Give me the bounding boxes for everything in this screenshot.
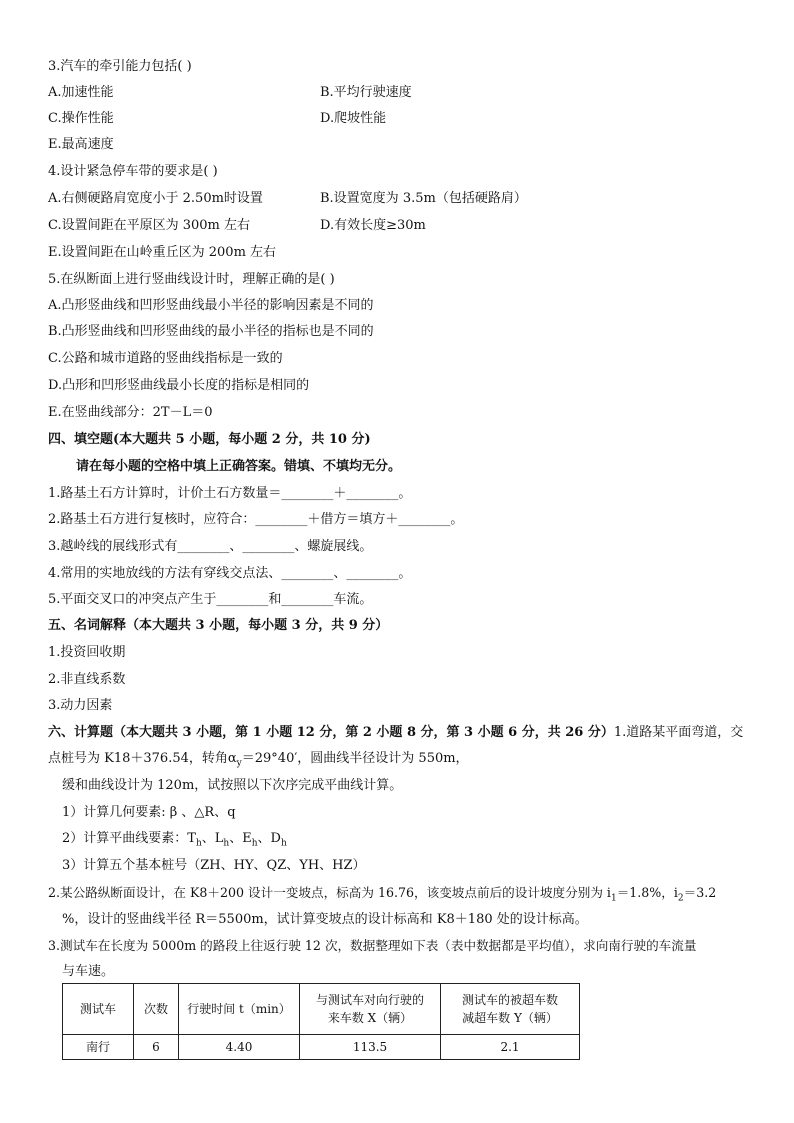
q4-option-a: A.右侧硬路肩宽度小于 2.50m时设置 bbox=[48, 191, 263, 206]
header-overtaken-line2: 减超车数 Y（辆） bbox=[462, 1011, 558, 1025]
fill-item-2: 2.路基土石方进行复核时，应符合：________＋借方＝填方＋________。 bbox=[48, 512, 464, 527]
cell-oncoming: 113.5 bbox=[300, 1035, 441, 1060]
cell-direction: 南行 bbox=[63, 1035, 134, 1060]
header-overtaken bbox=[441, 984, 580, 1035]
calc-q1-lead: 1.道路某平面弯道，交 bbox=[613, 725, 744, 740]
q4-option-e: E.设置间距在山岭重丘区为 200m 左右 bbox=[48, 245, 277, 260]
q4-stem: 4.设计紧急停车带的要求是( ) bbox=[48, 164, 218, 179]
q5-option-b: B.凸形竖曲线和凹形竖曲线的最小半径的指标也是不同的 bbox=[48, 324, 374, 339]
header-oncoming-line2: 来车数 X（辆） bbox=[327, 1011, 413, 1025]
calc-q2-text: 2.某公路纵断面设计，在 K8＋200 设计一变坡点，标高为 16.76，该变坡点前后的设计坡度分别为 i bbox=[48, 885, 611, 900]
cell-overtaken: 2.1 bbox=[441, 1035, 580, 1060]
q5-option-d: D.凸形和凹形竖曲线最小长度的指标是相同的 bbox=[48, 378, 310, 393]
calc-q3-line2: 与车速。 bbox=[62, 964, 115, 979]
alpha-subscript: y bbox=[236, 758, 242, 769]
section-5-title: 五、名词解释（本大题共 3 小题，每小题 3 分，共 9 分） bbox=[48, 618, 389, 633]
term-item-1: 1.投资回收期 bbox=[48, 645, 126, 660]
term-item-3: 3.动力因素 bbox=[48, 698, 113, 713]
term-E: E bbox=[242, 831, 252, 846]
header-oncoming bbox=[300, 984, 441, 1035]
calc-q1-line2-rest: ＝29°40′，圆曲线半径设计为 550m， bbox=[241, 751, 469, 766]
header-test-vehicle: 测试车 bbox=[63, 984, 134, 1035]
term-L: L bbox=[214, 831, 224, 846]
q3-option-d: D.爬坡性能 bbox=[320, 111, 387, 126]
i2-subscript: 2 bbox=[677, 893, 684, 904]
term-item-2: 2.非直线系数 bbox=[48, 672, 126, 687]
cell-count: 6 bbox=[134, 1035, 179, 1060]
q4-option-d: D.有效长度≥30m bbox=[320, 218, 426, 233]
fill-item-1: 1.路基土石方计算时，计价土石方数量＝________＋________。 bbox=[48, 486, 412, 501]
q4-option-b: B.设置宽度为 3.5m（包括硬路肩） bbox=[320, 191, 527, 206]
fill-item-5: 5.平面交叉口的冲突点产生于________和________车流。 bbox=[48, 592, 373, 607]
q3-option-e: E.最高速度 bbox=[48, 137, 114, 152]
calc-q1-line2 bbox=[48, 750, 469, 773]
q3-option-c: C.操作性能 bbox=[48, 111, 114, 126]
calc-q2-line1 bbox=[48, 884, 716, 908]
calc-q1-step2-pre: 2）计算平曲线要素： bbox=[62, 831, 188, 846]
cell-time: 4.40 bbox=[179, 1035, 300, 1060]
header-count: 次数 bbox=[134, 984, 179, 1035]
q5-option-c: C.公路和城市道路的竖曲线指标是一致的 bbox=[48, 351, 283, 366]
calc-q1-step3: 3）计算五个基本桩号（ZH、HY、QZ、YH、HZ） bbox=[62, 858, 366, 873]
sub-h-3: h bbox=[251, 838, 258, 849]
test-vehicle-table bbox=[62, 983, 580, 1060]
q4-option-c: C.设置间距在平原区为 300m 左右 bbox=[48, 218, 251, 233]
q5-option-e: E.在竖曲线部分：2T－L＝0 bbox=[48, 405, 213, 420]
sub-h-2: h bbox=[223, 838, 230, 849]
i1-subscript: 1 bbox=[610, 893, 617, 904]
sub-h-4: h bbox=[280, 838, 287, 849]
sub-h-1: h bbox=[195, 838, 202, 849]
i1-value: ＝1.8%，i bbox=[616, 885, 678, 900]
term-D: D bbox=[270, 831, 281, 846]
table-header-row bbox=[63, 984, 580, 1035]
fill-item-4: 4.常用的实地放线的方法有穿线交点法、________、________。 bbox=[48, 566, 412, 581]
header-oncoming-line1: 与测试车对向行驶的 bbox=[315, 993, 424, 1007]
header-travel-time: 行驶时间 t（min） bbox=[179, 984, 300, 1035]
q5-option-a: A.凸形竖曲线和凹形竖曲线最小半径的影响因素是不同的 bbox=[48, 298, 374, 313]
q3-stem: 3.汽车的牵引能力包括( ) bbox=[48, 59, 192, 74]
calc-q1-line2-text: 点桩号为 K18＋376.54，转角α bbox=[48, 751, 237, 766]
q3-option-b: B.平均行驶速度 bbox=[320, 85, 412, 100]
calc-q1-step1: 1）计算几何要素: β 、△R、q bbox=[62, 805, 236, 820]
section-6-title: 六、计算题（本大题共 3 小题，第 1 小题 12 分，第 2 小题 8 分，第 3 小题 6 分，共 26 分） bbox=[48, 725, 614, 740]
q3-option-a: A.加速性能 bbox=[48, 85, 114, 100]
section-4-instruction: 请在每小题的空格中填上正确答案。错填、不填均无分。 bbox=[76, 459, 402, 474]
calc-q2-line2: %，设计的竖曲线半径 R＝5500m，试计算变坡点的设计标高和 K8＋180 处的设计标高。 bbox=[62, 912, 588, 927]
table-row bbox=[63, 1035, 580, 1060]
calc-q3-line1: 3.测试车在长度为 5000m 的路段上往返行驶 12 次，数据整理如下表（表中数据都是平均值），求向南行驶的车流量 bbox=[48, 938, 697, 953]
header-overtaken-line1: 测试车的被超车数 bbox=[461, 993, 558, 1007]
section-4-title: 四、填空题(本大题共 5 小题，每小题 2 分，共 10 分) bbox=[48, 432, 371, 447]
term-T: T bbox=[187, 831, 196, 846]
calc-q1-line3: 缓和曲线设计为 120m，试按照以下次序完成平曲线计算。 bbox=[62, 778, 403, 793]
section-6-title-line bbox=[48, 724, 743, 742]
calc-q1-step2: 2）计算平曲线要素：$T_h$、$L_h$、$E_h$、$D_h$ bbox=[62, 831, 287, 849]
i2-value: ＝3.2 bbox=[683, 885, 717, 900]
q5-stem: 5.在纵断面上进行竖曲线设计时，理解正确的是( ) bbox=[48, 272, 335, 287]
fill-item-3: 3.越岭线的展线形式有________、________、螺旋展线。 bbox=[48, 539, 373, 554]
